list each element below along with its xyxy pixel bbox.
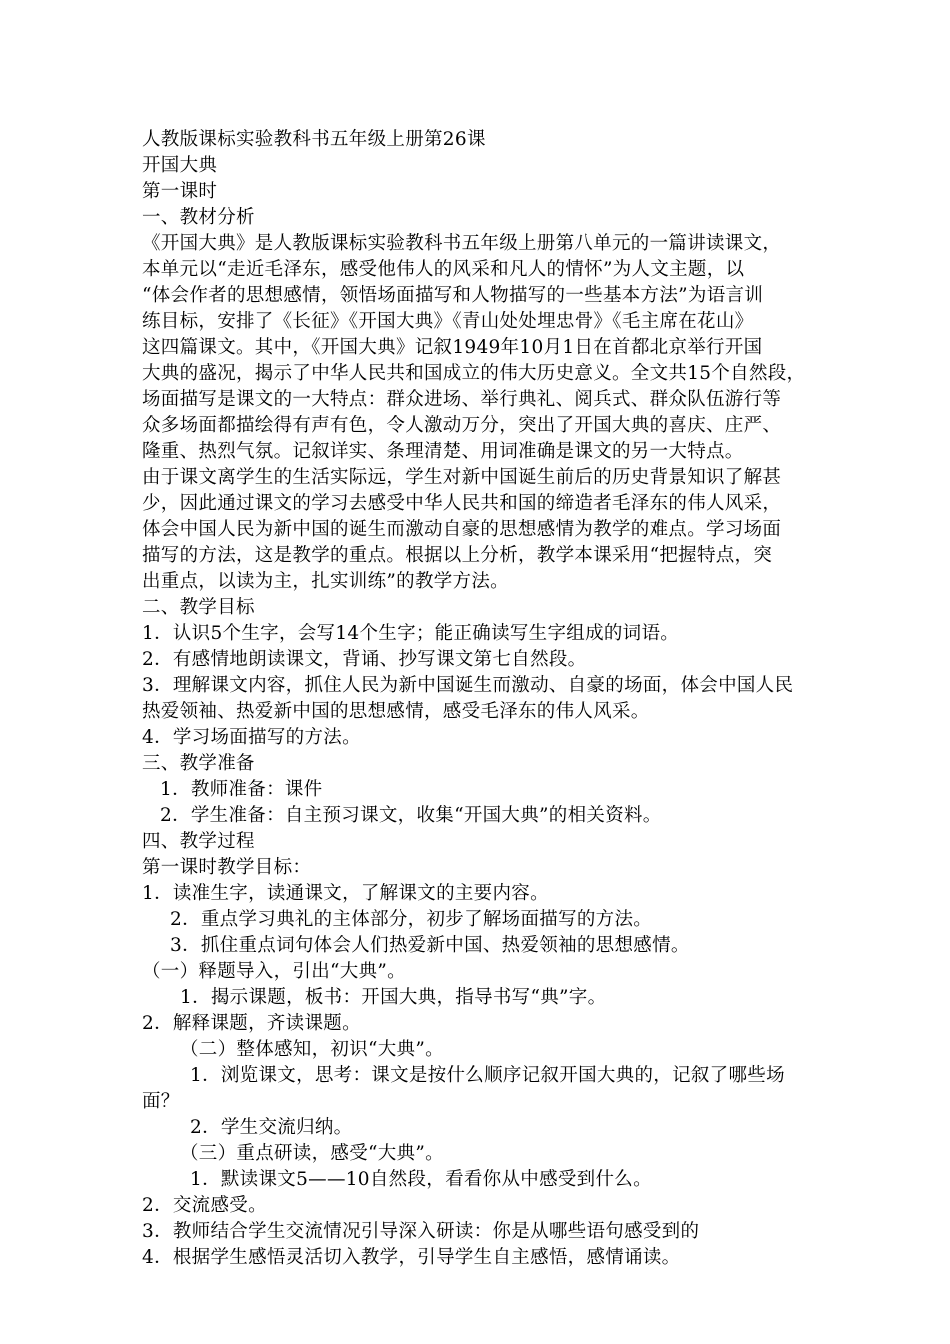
goal-item: 4．学习场面描写的方法。 [142, 727, 361, 748]
preparation-item: 2．学生准备：自主预习课文，收集“开国大典”的相关资料。 [160, 805, 662, 826]
process-line: 2．交流感受。 [142, 1195, 267, 1216]
lesson-title: 开国大典 [142, 155, 218, 176]
process-line: 1．揭示课题，板书：开国大典，指导书写“典”字。 [180, 987, 607, 1008]
process-line: 2．重点学习典礼的主体部分，初步了解场面描写的方法。 [170, 909, 653, 930]
process-line: （一）释题导入，引出“大典”。 [142, 961, 406, 982]
paragraph-line: 本单元以“走近毛泽东，感受他伟人的风采和凡人的情怀”为人文主题，以 [142, 259, 745, 280]
paragraph-line: 这四篇课文。其中，《开国大典》记叙1949年10月1日在首都北京举行开国 [142, 337, 763, 358]
section-heading-goals: 二、教学目标 [142, 597, 255, 618]
document-title-line: 人教版课标实验教科书五年级上册第26课 [142, 129, 486, 150]
goal-item: 1．认识5个生字，会写14个生字；能正确读写生字组成的词语。 [142, 623, 680, 644]
process-line: 1．浏览课文，思考：课文是按什么顺序记叙开国大典的，记叙了哪些场 [190, 1065, 785, 1086]
goal-item: 3．理解课文内容，抓住人民为新中国诞生而激动、自豪的场面，体会中国人民 [142, 675, 794, 696]
paragraph-line: 众多场面都描绘得有声有色，令人激动万分，突出了开国大典的喜庆、庄严、 [142, 415, 782, 436]
paragraph-line: 隆重、热烈气氛。记叙详实、条理清楚、用词准确是课文的另一大特点。 [142, 441, 744, 462]
process-line: （三）重点研读，感受“大典”。 [180, 1143, 444, 1164]
paragraph-line: 练目标，安排了《长征》《开国大典》《青山处处埋忠骨》《毛主席在花山》 [142, 311, 754, 332]
section-heading-process: 四、教学过程 [142, 831, 255, 852]
paragraph-line: 大典的盛况，揭示了中华人民共和国成立的伟大历史意义。全文共15个自然段， [142, 363, 806, 384]
process-line: 4．根据学生感悟灵活切入教学，引导学生自主感悟，感情诵读。 [142, 1247, 681, 1268]
paragraph-line: 场面描写是课文的一大特点：群众进场、举行典礼、阅兵式、群众队伍游行等 [142, 389, 782, 410]
paragraph-line: 由于课文离学生的生活实际远，学生对新中国诞生前后的历史背景知识了解甚 [142, 467, 782, 488]
process-line: 2．解释课题，齐读课题。 [142, 1013, 361, 1034]
section-heading-preparation: 三、教学准备 [142, 753, 255, 774]
paragraph-line: 出重点，以读为主，扎实训练”的教学方法。 [142, 571, 509, 592]
process-line: 第一课时教学目标： [142, 857, 312, 878]
paragraph-line: 体会中国人民为新中国的诞生而激动自豪的思想感情为教学的难点。学习场面 [142, 519, 782, 540]
paragraph-line: 少，因此通过课文的学习去感受中华人民共和国的缔造者毛泽东的伟人风采， [142, 493, 782, 514]
period-label: 第一课时 [142, 181, 218, 202]
paragraph-line: “体会作者的思想感情，领悟场面描写和人物描写的一些基本方法”为语言训 [142, 285, 764, 306]
process-line: 3．抓住重点词句体会人们热爱新中国、热爱领袖的思想感情。 [170, 935, 690, 956]
goal-item: 2．有感情地朗读课文，背诵、抄写课文第七自然段。 [142, 649, 587, 670]
paragraph-line: 《开国大典》是人教版课标实验教科书五年级上册第八单元的一篇讲读课文， [142, 233, 782, 254]
preparation-item: 1．教师准备：课件 [160, 779, 323, 800]
process-line: 面？ [142, 1091, 180, 1112]
process-line: 1．读准生字，读通课文，了解课文的主要内容。 [142, 883, 549, 904]
process-line: 2．学生交流归纳。 [190, 1117, 353, 1138]
process-line: 1．默读课文5——10自然段，看看你从中感受到什么。 [190, 1169, 652, 1190]
section-heading-analysis: 一、教材分析 [142, 207, 255, 228]
process-line: 3．教师结合学生交流情况引导深入研读：你是从哪些语句感受到的 [142, 1221, 700, 1242]
process-line: （二）整体感知，初识“大典”。 [180, 1039, 444, 1060]
paragraph-line: 描写的方法，这是教学的重点。根据以上分析，教学本课采用“把握特点，突 [142, 545, 773, 566]
goal-item: 热爱领袖、热爱新中国的思想感情，感受毛泽东的伟人风采。 [142, 701, 650, 722]
